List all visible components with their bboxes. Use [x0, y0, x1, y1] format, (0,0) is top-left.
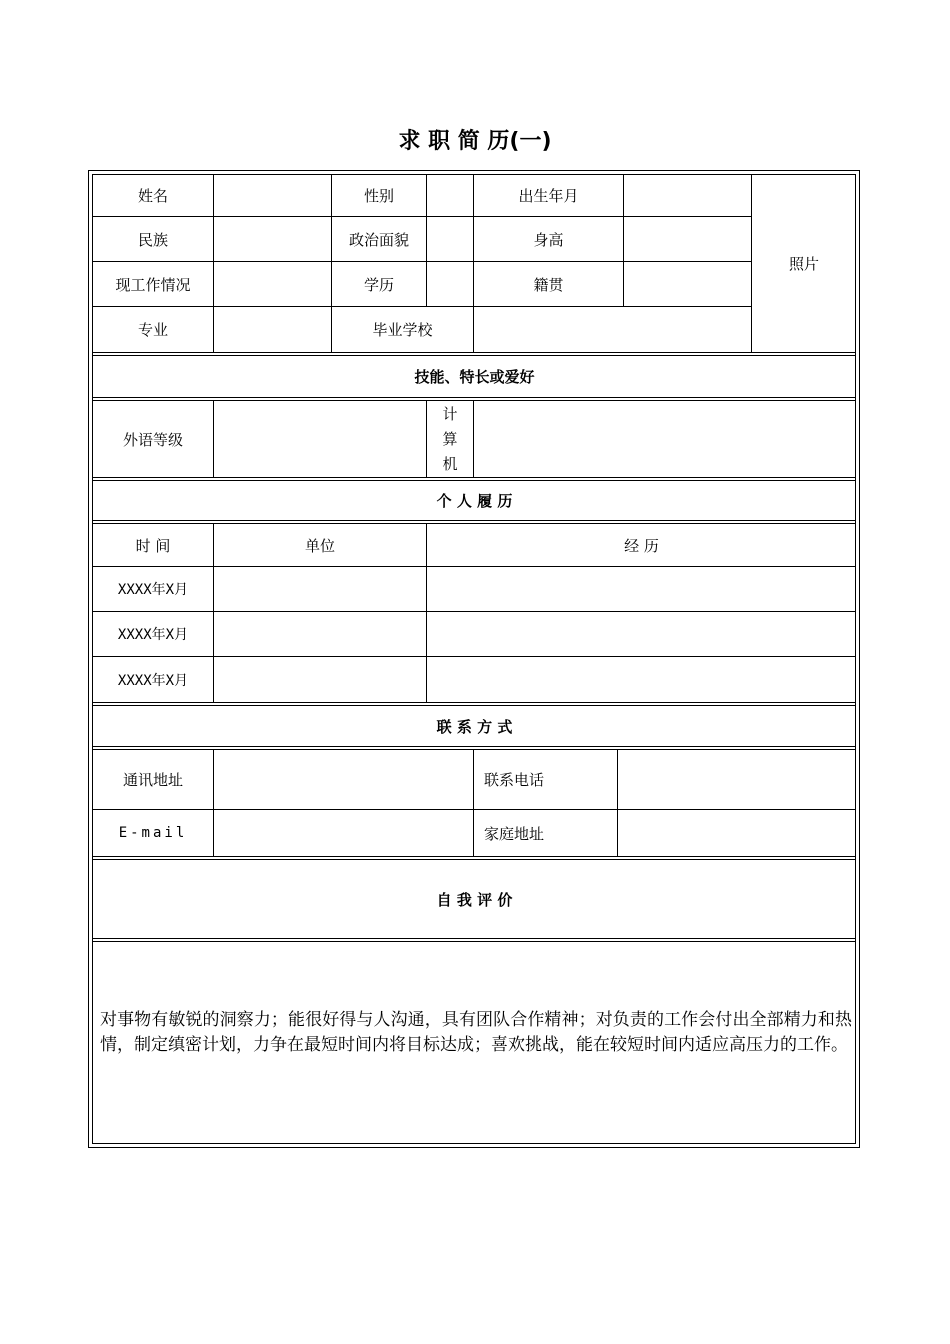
resume-row-unit[interactable]	[214, 612, 426, 656]
birth-field[interactable]	[624, 175, 751, 216]
work-status-label: 现工作情况	[115, 275, 191, 294]
section-divider	[92, 520, 856, 521]
computer-field[interactable]	[474, 401, 856, 477]
education-field[interactable]	[427, 262, 473, 306]
section-divider	[92, 397, 856, 398]
school-field[interactable]	[474, 307, 751, 352]
education-label: 学历	[363, 275, 394, 294]
resume-heading: 个 人 履 历	[436, 492, 513, 510]
major-field[interactable]	[214, 307, 331, 352]
page-title: 求 职 简 历(一)	[398, 129, 552, 154]
photo-cell[interactable]: 照片	[788, 255, 819, 273]
phone-field[interactable]	[618, 750, 856, 809]
resume-row-exp[interactable]	[427, 657, 856, 702]
col-exp-header: 经 历	[624, 536, 659, 555]
home-field[interactable]	[618, 810, 856, 856]
col-time-header: 时 间	[135, 536, 171, 555]
computer-label-char: 计	[442, 404, 458, 423]
address-label: 通讯地址	[122, 771, 183, 789]
section-divider	[92, 746, 856, 747]
language-label: 外语等级	[122, 430, 183, 449]
self-eval-heading: 自 我 评 价	[436, 890, 513, 909]
section-divider	[92, 941, 856, 942]
politics-field[interactable]	[427, 217, 473, 261]
email-field[interactable]	[214, 810, 473, 856]
height-field[interactable]	[624, 217, 751, 261]
contact-heading: 联 系 方 式	[436, 717, 513, 736]
home-label: 家庭地址	[484, 824, 545, 843]
language-field[interactable]	[214, 401, 426, 477]
computer-label	[427, 401, 473, 477]
work-status-field[interactable]	[214, 262, 331, 306]
resume-row-time: XXXX年X月	[117, 627, 189, 643]
resume-row-exp[interactable]	[427, 612, 856, 656]
school-label: 毕业学校	[372, 321, 433, 339]
origin-field[interactable]	[624, 262, 751, 306]
ethnicity-label: 民族	[137, 230, 168, 249]
resume-row-time: XXXX年X月	[117, 672, 189, 689]
major-label: 专业	[137, 321, 168, 339]
resume-row-exp[interactable]	[427, 567, 856, 611]
computer-label-char: 机	[442, 454, 458, 473]
politics-label: 政治面貌	[348, 230, 409, 249]
section-divider	[92, 938, 856, 939]
section-divider	[92, 856, 856, 857]
skills-heading: 技能、特长或爱好	[414, 368, 535, 386]
origin-label: 籍贯	[533, 275, 564, 294]
resume-row-unit[interactable]	[214, 567, 426, 611]
address-field[interactable]	[214, 750, 473, 809]
section-divider	[92, 352, 856, 353]
computer-label-char: 算	[442, 429, 458, 448]
email-label: E-mail	[118, 825, 188, 841]
birth-label: 出生年月	[518, 187, 579, 205]
name-field[interactable]	[214, 175, 331, 216]
height-label: 身高	[533, 230, 564, 249]
gender-field[interactable]	[427, 175, 473, 216]
self-eval-text[interactable]: 对事物有敏锐的洞察力；能很好得与人沟通，具有团队合作精神；对负责的工作会付出全部精力和热情，制定缜密计划，力争在最短时间内将目标达成；喜欢挑战，能在较短时间内适应高压力的工作。	[100, 1010, 852, 1055]
gender-label: 性别	[363, 187, 394, 205]
name-label: 姓名	[137, 187, 168, 205]
phone-label: 联系电话	[484, 771, 545, 789]
section-divider	[92, 477, 856, 478]
resume-row-unit[interactable]	[214, 657, 426, 702]
col-unit-header: 单位	[304, 536, 335, 555]
ethnicity-field[interactable]	[214, 217, 331, 261]
section-divider	[92, 702, 856, 703]
resume-row-time: XXXX年X月	[117, 582, 189, 598]
